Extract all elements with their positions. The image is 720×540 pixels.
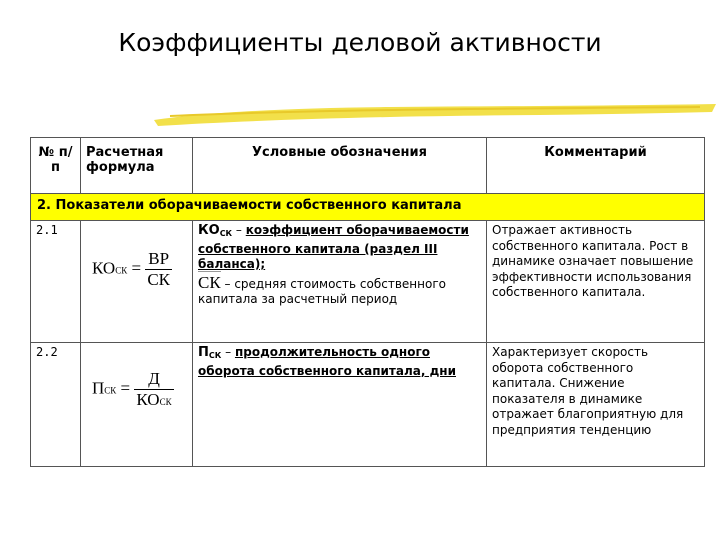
decorative-brush-stroke — [150, 98, 720, 128]
symbol: П — [198, 345, 209, 360]
header-row — [31, 138, 705, 194]
table-row — [31, 343, 705, 467]
section-row — [31, 194, 705, 221]
denominator-sub: СК — [159, 397, 172, 407]
comment-cell: Характеризует скорость оборота собственного капитала. Снижение показателя в динамике отражает благоприятную для предприятия тенденцию — [487, 343, 705, 467]
dash: – — [232, 223, 246, 237]
header-comment: Комментарий — [487, 138, 705, 194]
symbol-definition: коэффициент оборачиваемости собственного капитала (раздел III баланса); — [198, 223, 469, 271]
formula-cell — [81, 221, 193, 343]
numerator: ВР — [145, 249, 172, 270]
symbols-cell — [193, 343, 487, 467]
denominator: СК — [147, 270, 170, 289]
fraction — [145, 249, 172, 290]
header-formula: Расчетная формула — [81, 138, 193, 194]
formula-lhs: КО — [92, 258, 116, 278]
dash: – — [221, 345, 235, 359]
denominator — [134, 390, 173, 411]
symbol-sub: СК — [219, 229, 233, 238]
formula-lhs-sub: СК — [104, 385, 117, 396]
symbol-2: СК — [198, 272, 221, 292]
formula — [92, 249, 187, 290]
formula-eq: = — [120, 378, 131, 398]
formula-eq: = — [131, 258, 142, 278]
header-symbols: Условные обозначения — [193, 138, 487, 194]
row-num: 2.2 — [31, 343, 81, 467]
row-num: 2.1 — [31, 221, 81, 343]
symbol-definition: продолжительность одного оборота собственного капитала, дни — [198, 345, 456, 378]
fraction — [134, 369, 173, 410]
formula — [92, 369, 187, 410]
formula-cell — [81, 343, 193, 467]
comment-cell: Отражает активность собственного капитала. Рост в динамике означает повышение эффективности использования собственного капитала. — [487, 221, 705, 343]
symbol: КО — [198, 223, 220, 238]
numerator: Д — [134, 369, 173, 390]
table-row — [31, 221, 705, 343]
ratios-table — [30, 137, 705, 467]
symbols-cell — [193, 221, 487, 343]
denominator-main: КО — [136, 390, 160, 409]
formula-lhs-sub: СК — [115, 265, 128, 276]
section-title: 2. Показатели оборачиваемости собственного капитала — [31, 194, 705, 221]
slide-title: Коэффициенты деловой активности — [118, 28, 602, 57]
symbol-sub: СК — [208, 351, 222, 360]
header-num: № п/п — [31, 138, 81, 194]
symbol-2-definition: – средняя стоимость собственного капитала за расчетный период — [198, 276, 446, 306]
formula-lhs: П — [92, 378, 105, 398]
